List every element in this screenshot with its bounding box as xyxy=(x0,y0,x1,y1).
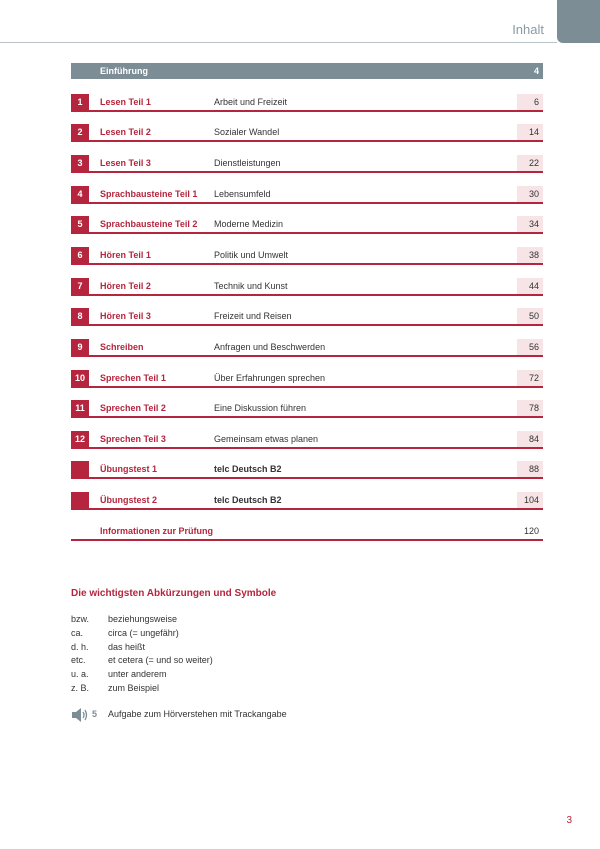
abbreviation: z. B. xyxy=(71,683,90,693)
toc-row-number: 2 xyxy=(71,124,89,140)
toc-row-number: 8 xyxy=(71,308,89,324)
toc-row-topic: Dienstleistungen xyxy=(214,158,281,168)
abbreviation-meaning: beziehungsweise xyxy=(108,614,178,624)
toc-row-part: Informationen zur Prüfung xyxy=(100,526,213,536)
track-number: 5 xyxy=(92,709,98,719)
toc-row-part: Sprachbausteine Teil 2 xyxy=(100,219,198,229)
toc-row-number: 5 xyxy=(71,216,89,232)
toc-row[interactable] xyxy=(71,370,543,388)
toc-row-topic: telc Deutsch B2 xyxy=(214,495,282,505)
toc-row-part: Hören Teil 2 xyxy=(100,281,151,291)
toc-row-page: 6 xyxy=(517,94,543,110)
toc-row-number: 6 xyxy=(71,247,89,263)
toc-test-row[interactable] xyxy=(71,492,543,510)
header-divider xyxy=(0,42,557,43)
abbreviation: bzw. xyxy=(71,614,90,624)
toc-intro-page: 4 xyxy=(533,66,539,76)
toc-row-page: 56 xyxy=(517,339,543,355)
toc-intro-row[interactable] xyxy=(71,63,543,79)
toc-row-page: 30 xyxy=(517,186,543,202)
abbreviation: etc. xyxy=(71,655,86,665)
speaker-icon xyxy=(71,707,89,723)
toc-row-number: 1 xyxy=(71,94,89,110)
toc-row-page: 50 xyxy=(517,308,543,324)
toc-row-topic: Eine Diskussion führen xyxy=(214,403,307,413)
toc-row-topic: Moderne Medizin xyxy=(214,219,284,229)
abbreviation-meaning: et cetera (= und so weiter) xyxy=(108,655,213,665)
toc-row-page: 104 xyxy=(517,492,543,508)
toc-row[interactable] xyxy=(71,339,543,357)
toc-row[interactable] xyxy=(71,247,543,265)
toc-row-part: Sprechen Teil 3 xyxy=(100,434,166,444)
toc-row-topic: telc Deutsch B2 xyxy=(214,464,282,474)
abbreviation: u. a. xyxy=(71,669,89,679)
toc-row-number: 3 xyxy=(71,155,89,171)
toc-row[interactable] xyxy=(71,155,543,173)
toc-row-page: 22 xyxy=(517,155,543,171)
toc-row-topic: Lebensumfeld xyxy=(214,189,271,199)
toc-row-marker xyxy=(71,461,89,477)
toc-row-page: 38 xyxy=(517,247,543,263)
toc-row-part: Lesen Teil 1 xyxy=(100,97,151,107)
abbreviations-heading: Die wichtigsten Abkürzungen und Symbole xyxy=(71,588,277,599)
toc-row-topic: Gemeinsam etwas planen xyxy=(214,434,319,444)
abbreviation-meaning: unter anderem xyxy=(108,669,167,679)
toc-row[interactable] xyxy=(71,308,543,326)
toc-row-part: Übungstest 1 xyxy=(100,464,158,474)
abbreviation: d. h. xyxy=(71,642,89,652)
toc-row-page: 78 xyxy=(517,400,543,416)
toc-row-number: 11 xyxy=(71,400,89,416)
toc-row[interactable] xyxy=(71,431,543,449)
toc-row-page: 34 xyxy=(517,216,543,232)
toc-row-topic: Sozialer Wandel xyxy=(214,127,280,137)
toc-row-topic: Über Erfahrungen sprechen xyxy=(214,373,326,383)
toc-row-part: Lesen Teil 3 xyxy=(100,158,151,168)
toc-row-number: 9 xyxy=(71,339,89,355)
abbreviation-meaning: circa (= ungefähr) xyxy=(108,628,179,638)
toc-intro-title: Einführung xyxy=(100,66,148,76)
toc-row[interactable] xyxy=(71,216,543,234)
toc-row-page: 88 xyxy=(517,461,543,477)
toc-row[interactable] xyxy=(71,124,543,142)
toc-row-topic: Arbeit und Freizeit xyxy=(214,97,288,107)
toc-row-part: Hören Teil 1 xyxy=(100,250,151,260)
toc-row-topic: Anfragen und Beschwerden xyxy=(214,342,326,352)
toc-row[interactable] xyxy=(71,278,543,296)
section-title: Inhalt xyxy=(512,22,544,37)
toc-row-page: 72 xyxy=(517,370,543,386)
toc-info-row[interactable] xyxy=(71,523,543,541)
toc-row-marker xyxy=(71,492,89,508)
toc-row-number: 7 xyxy=(71,278,89,294)
toc-row-page: 120 xyxy=(517,523,543,539)
abbreviation: ca. xyxy=(71,628,84,638)
toc-row-number: 10 xyxy=(71,370,89,386)
toc-row-topic: Freizeit und Reisen xyxy=(214,311,292,321)
toc-row-page: 14 xyxy=(517,124,543,140)
toc-test-row[interactable] xyxy=(71,461,543,479)
toc-row-page: 44 xyxy=(517,278,543,294)
toc-row-part: Hören Teil 3 xyxy=(100,311,151,321)
toc-row-part: Lesen Teil 2 xyxy=(100,127,151,137)
toc-row[interactable] xyxy=(71,400,543,418)
toc-row-page: 84 xyxy=(517,431,543,447)
toc-row[interactable] xyxy=(71,94,543,112)
audio-legend-text: Aufgabe zum Hörverstehen mit Trackangabe xyxy=(108,709,287,719)
toc-row-part: Sprechen Teil 1 xyxy=(100,373,166,383)
toc-row-part: Schreiben xyxy=(100,342,144,352)
toc-row[interactable] xyxy=(71,186,543,204)
toc-row-part: Sprachbausteine Teil 1 xyxy=(100,189,198,199)
toc-row-topic: Politik und Umwelt xyxy=(214,250,289,260)
toc-row-part: Übungstest 2 xyxy=(100,495,158,505)
abbreviation-meaning: zum Beispiel xyxy=(108,683,160,693)
page-number: 3 xyxy=(566,815,572,826)
abbreviation-meaning: das heißt xyxy=(108,642,146,652)
toc-row-number: 12 xyxy=(71,431,89,447)
section-tab-marker xyxy=(557,0,600,43)
toc-row-part: Sprechen Teil 2 xyxy=(100,403,166,413)
toc-row-number: 4 xyxy=(71,186,89,202)
toc-row-topic: Technik und Kunst xyxy=(214,281,288,291)
